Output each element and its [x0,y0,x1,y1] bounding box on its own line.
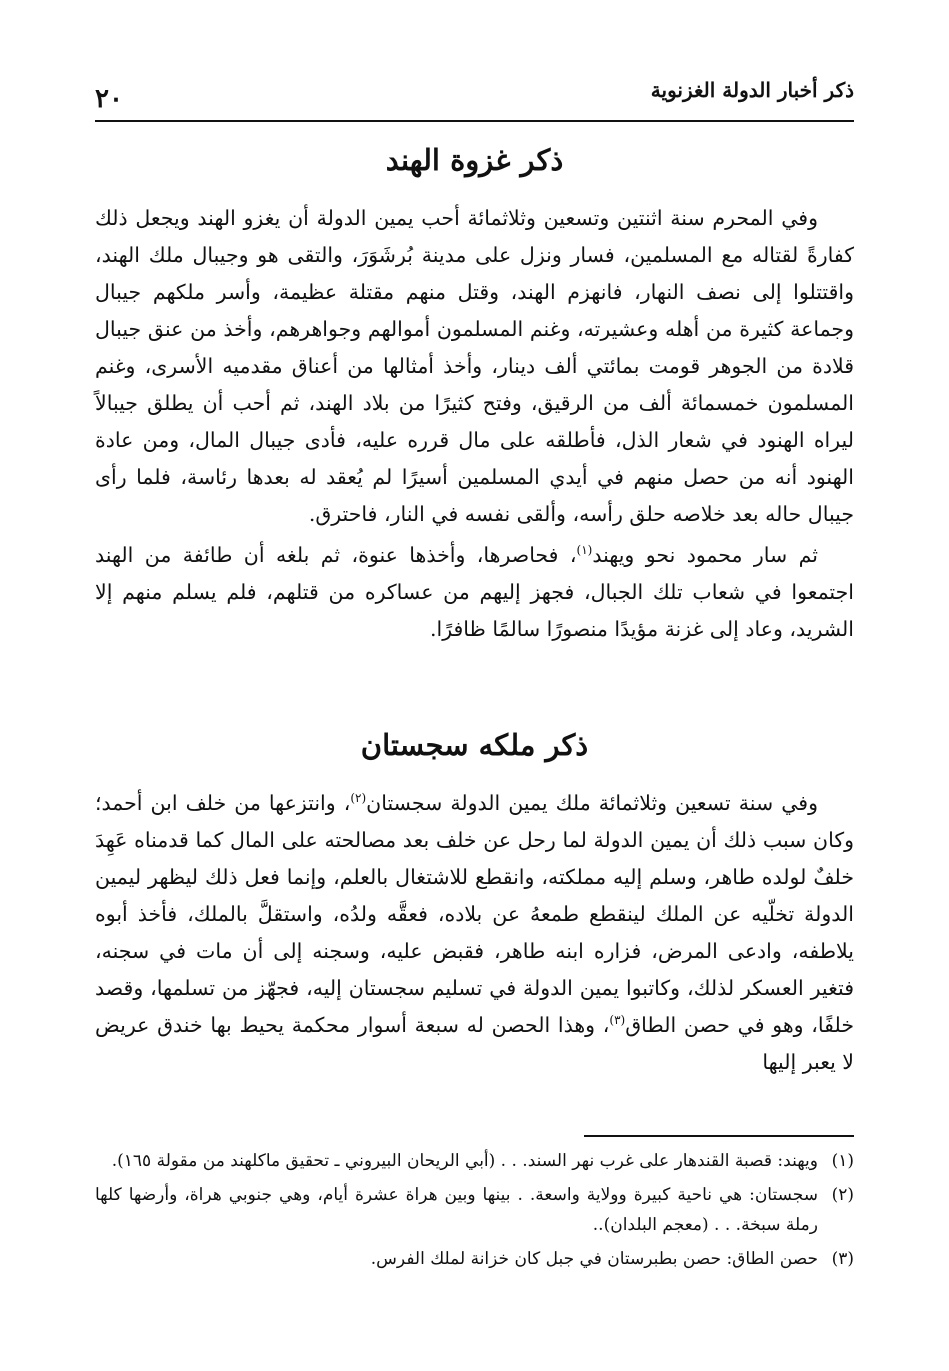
footnote-item [95,1180,854,1240]
footnote-item [95,1146,854,1176]
paragraph-text: وفي سنة تسعين وثلاثمائة ملك يمين الدولة سجستان [366,791,818,815]
footnote-text: سجستان: هي ناحية كبيرة وولاية واسعة. . بينها وبين هراة عشرة أيام، وهي جنوبي هراة، وأرضها كلها رملة سبخة. . . (معجم البلدان).. [95,1185,818,1235]
footnote-text: ويهند: قصبة القندهار على غرب نهر السند. . . (أبي الريحان البيروني ـ تحقيق ماكلهند من مقولة ١٦٥). [111,1151,818,1171]
section-heading-sistan: ذكر ملكه سجستان [360,728,589,762]
paragraph-text: ، وانتزعها من خلف ابن أحمد؛ وكان سبب ذلك أن يمين الدولة لما رحل عن خلف بعد مصالحته على المال كما قدمناه عَهِدَ خلفٌ لولده طاهر، وسلم إليه مملكته، وانقطع للاشتغال بالعلم، وإنما فعل ذلك ليظهر ليمين الدولة تخلّيه عن الملك لينقطع طمعهُ عن بلاده، فعقَّه ولدُه، واستقلَّ بالملك، فأخذ أبوه يلاطفه، وادعى المرض، فزاره ابنه طاهر، فقبض عليه، وسجنه إلى أن مات في سجنه، فتغير العسكر لذلك، وكاتبوا يمين الدولة في تسليم سجستان إليه، فجهّز من تسلمها، وقصد خلفًا، وهو في حصن الطاق [95,791,854,1037]
footnote-number: (٣) [831,1249,854,1269]
paragraph-text: ، فحاصرها، وأخذها عنوة، ثم بلغه أن طائفة من الهند اجتمعوا في شعاب تلك الجبال، فجهز إليهم من عساكره من قتلهم، فلم يسلم منهم إلا الشريد، وعاد إلى غزنة مؤيدًا منصورًا سالمًا ظافرًا. [95,543,854,641]
footnote-separator [584,1135,854,1137]
footnote-reference: (٣) [609,1013,626,1028]
paragraph-text: وفي المحرم سنة اثنتين وتسعين وثلاثمائة أحب يمين الدولة أن يغزو الهند ويجعل ذلك كفارةً لقتاله مع المسلمين، فسار ونزل على مدينة بُرشَوَرَ، والتقى هو وجيبال ملك الهند، واقتتلوا إلى نصف النهار، فانهزم الهند، وقتل منهم مقتلة عظيمة، وأسر ملكهم جيبال وجماعة كثيرة من أهله وعشيرته، وغنم المسلمون أموالهم وجواهرهم، وأخذ من عنق جيبال قلادة من الجوهر قومت بمائتي ألف دينار، وأخذ أمثالها من أعناق مقدميه الأسرى، وغنم المسلمون خمسمائة ألف من الرقيق، وفتح كثيرًا من بلاد الهند، ثم أحب أن يطلق جيبالاً ليراه الهنود في شعار الذل، فأطلقه على مال قرره عليه، فأدى جيبال المال، ومن عادة الهنود أنه من حصل منهم في أيدي المسلمين أسيرًا لم يُعقد له بعدها رئاسة، فلما رأى جيبال حاله بعد خلاصه حلق رأسه، وألقى نفسه في النار، فاحترق. [95,206,854,526]
paragraph-text: ، وهذا الحصن له سبعة أسوار محكمة يحيط بها خندق عريض لا يعبر إليها [95,1013,854,1074]
running-header-title: ذكر أخبار الدولة الغزنوية [650,78,854,102]
section-body-india-raid [95,200,854,652]
paragraph [95,537,854,648]
footnote-reference: (١) [576,543,593,558]
section-body-sistan [95,785,854,1085]
footnote-reference: (٢) [350,791,367,806]
paragraph-text: ثم سار محمود نحو ويهند [592,543,818,567]
footnote-number: (٢) [831,1185,854,1205]
footnote-number: (١) [831,1151,854,1171]
paragraph [95,200,854,533]
footnote-item [95,1244,854,1274]
footnotes [95,1146,854,1278]
paragraph [95,785,854,1081]
section-heading-india-raid: ذكر غزوة الهند [385,143,564,177]
running-header [95,70,854,122]
footnote-text: حصن الطاق: حصن بطبرستان في جبل كان خزانة لملك الفرس. [370,1249,818,1269]
page-number: ٢٠ [95,84,123,114]
